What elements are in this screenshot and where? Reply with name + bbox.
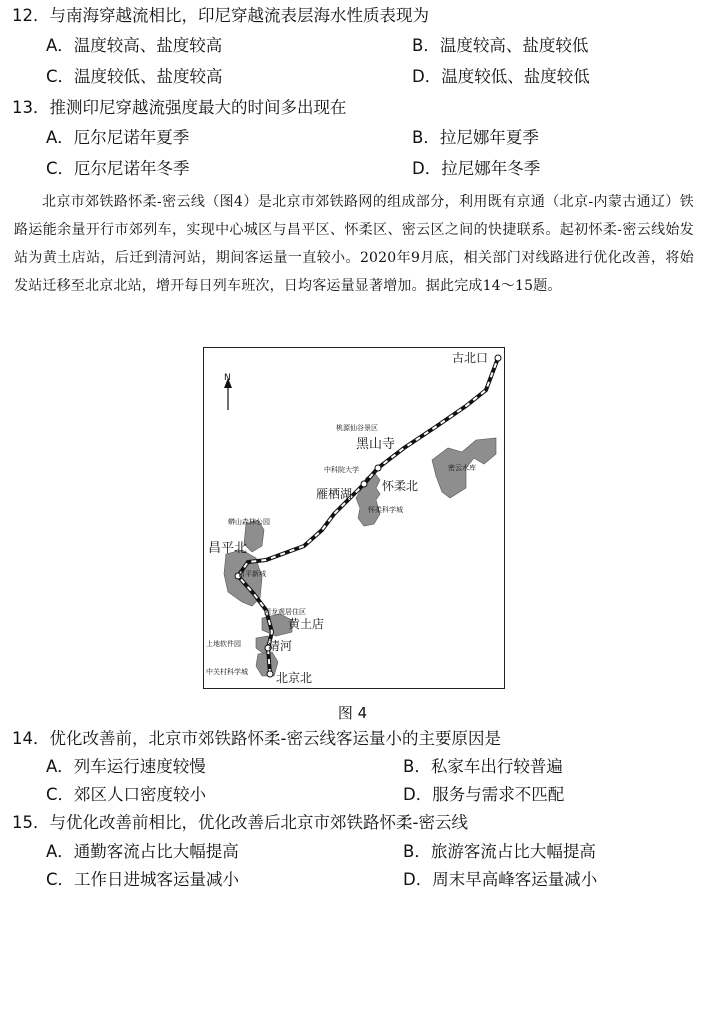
- question-15-title: 15．与优化改善前相比，优化改善后北京市郊铁路怀柔-密云线: [12, 813, 468, 832]
- label-shangdi-software-park: 上地软件园: [206, 640, 241, 648]
- label-heishansi: 黑山寺: [356, 437, 396, 452]
- question-14-title: 14．优化改善前，北京市郊铁路怀柔-密云线客运量小的主要原因是: [12, 729, 501, 748]
- question-15-option-a: A．通勤客流占比大幅提高: [46, 842, 239, 861]
- label-huairou-science-city: 怀柔科学城: [368, 506, 403, 514]
- question-12-option-c: C．温度较低、盐度较高: [46, 67, 223, 86]
- question-13-option-c: C．厄尔尼诺年冬季: [46, 159, 190, 178]
- label-huairoubei: 怀柔北: [382, 479, 419, 493]
- railway-map-svg: [204, 348, 504, 688]
- label-changping-new-town: 昌平新城: [238, 570, 266, 578]
- station-beijingbei-marker: [267, 671, 273, 677]
- label-miyun-reservoir: 密云水库: [448, 464, 476, 472]
- question-12-option-b: B．温度较高、盐度较低: [412, 36, 589, 55]
- question-12-option-a: A．温度较高、盐度较高: [46, 36, 223, 55]
- question-15-option-c: C．工作日进城客运量减小: [46, 870, 240, 889]
- question-12-title: 12．与南海穿越流相比，印尼穿越流表层海水性质表现为: [12, 6, 429, 25]
- railway-map: [203, 347, 505, 689]
- station-yanqihu-marker: [361, 481, 367, 487]
- question-15-option-d: D．周末早高峰客运量减小: [403, 870, 598, 889]
- passage-text: 北京市郊铁路怀柔-密云线（图4）是北京市郊铁路网的组成部分，利用既有京通（北京-内蒙古通辽）铁路运能余量开行市郊列车，实现中心城区与昌平区、怀柔区、密云区之间的快捷联系。起初怀柔-密云线始发站为黄土店站，后迁到清河站，期间客运量一直较小。2020年9月底，相关部门对线路进行优化改善，将始发站迁移至北京北站，增开每日列车班次，日均客运量显著增加。据此完成14～15题。: [14, 194, 694, 294]
- question-13-option-b: B．拉尼娜年夏季: [412, 128, 539, 147]
- reading-passage: [14, 188, 694, 300]
- question-13-title: 13．推测印尼穿越流强度最大的时间多出现在: [12, 98, 347, 117]
- label-beijingbei: 北京北: [276, 671, 313, 685]
- question-12-option-d: D．温度较低、盐度较低: [412, 67, 590, 86]
- label-qinghe: 清河: [268, 639, 293, 653]
- north-label: N: [224, 373, 231, 383]
- label-taohua-scenic: 桃源仙谷景区: [336, 424, 378, 432]
- label-zhongguancun: 中关村科学城: [206, 668, 248, 676]
- label-huilongguan: 回龙观居住区: [264, 608, 306, 616]
- label-gubeikou: 古北口: [452, 351, 489, 365]
- label-mangshan-park: 蟒山森林公园: [228, 518, 270, 526]
- label-cas-university: 中科院大学: [324, 466, 359, 474]
- figure-caption: 图 4: [337, 704, 368, 722]
- question-13-option-a: A．厄尔尼诺年夏季: [46, 128, 190, 147]
- label-yanqihu: 雁栖湖: [316, 487, 353, 501]
- label-huangtudian: 黄土店: [288, 617, 325, 631]
- question-13-option-d: D．拉尼娜年冬季: [412, 159, 541, 178]
- station-heishansi-marker: [375, 465, 381, 471]
- question-14-option-c: C．郊区人口密度较小: [46, 785, 207, 804]
- question-14-option-a: A．列车运行速度较慢: [46, 757, 206, 776]
- question-14-option-d: D．服务与需求不匹配: [403, 785, 565, 804]
- label-changpingbei: 昌平北: [208, 541, 248, 556]
- question-15-option-b: B．旅游客流占比大幅提高: [403, 842, 596, 861]
- station-gubeikou-marker: [495, 355, 501, 361]
- question-14-option-b: B．私家车出行较普遍: [403, 757, 563, 776]
